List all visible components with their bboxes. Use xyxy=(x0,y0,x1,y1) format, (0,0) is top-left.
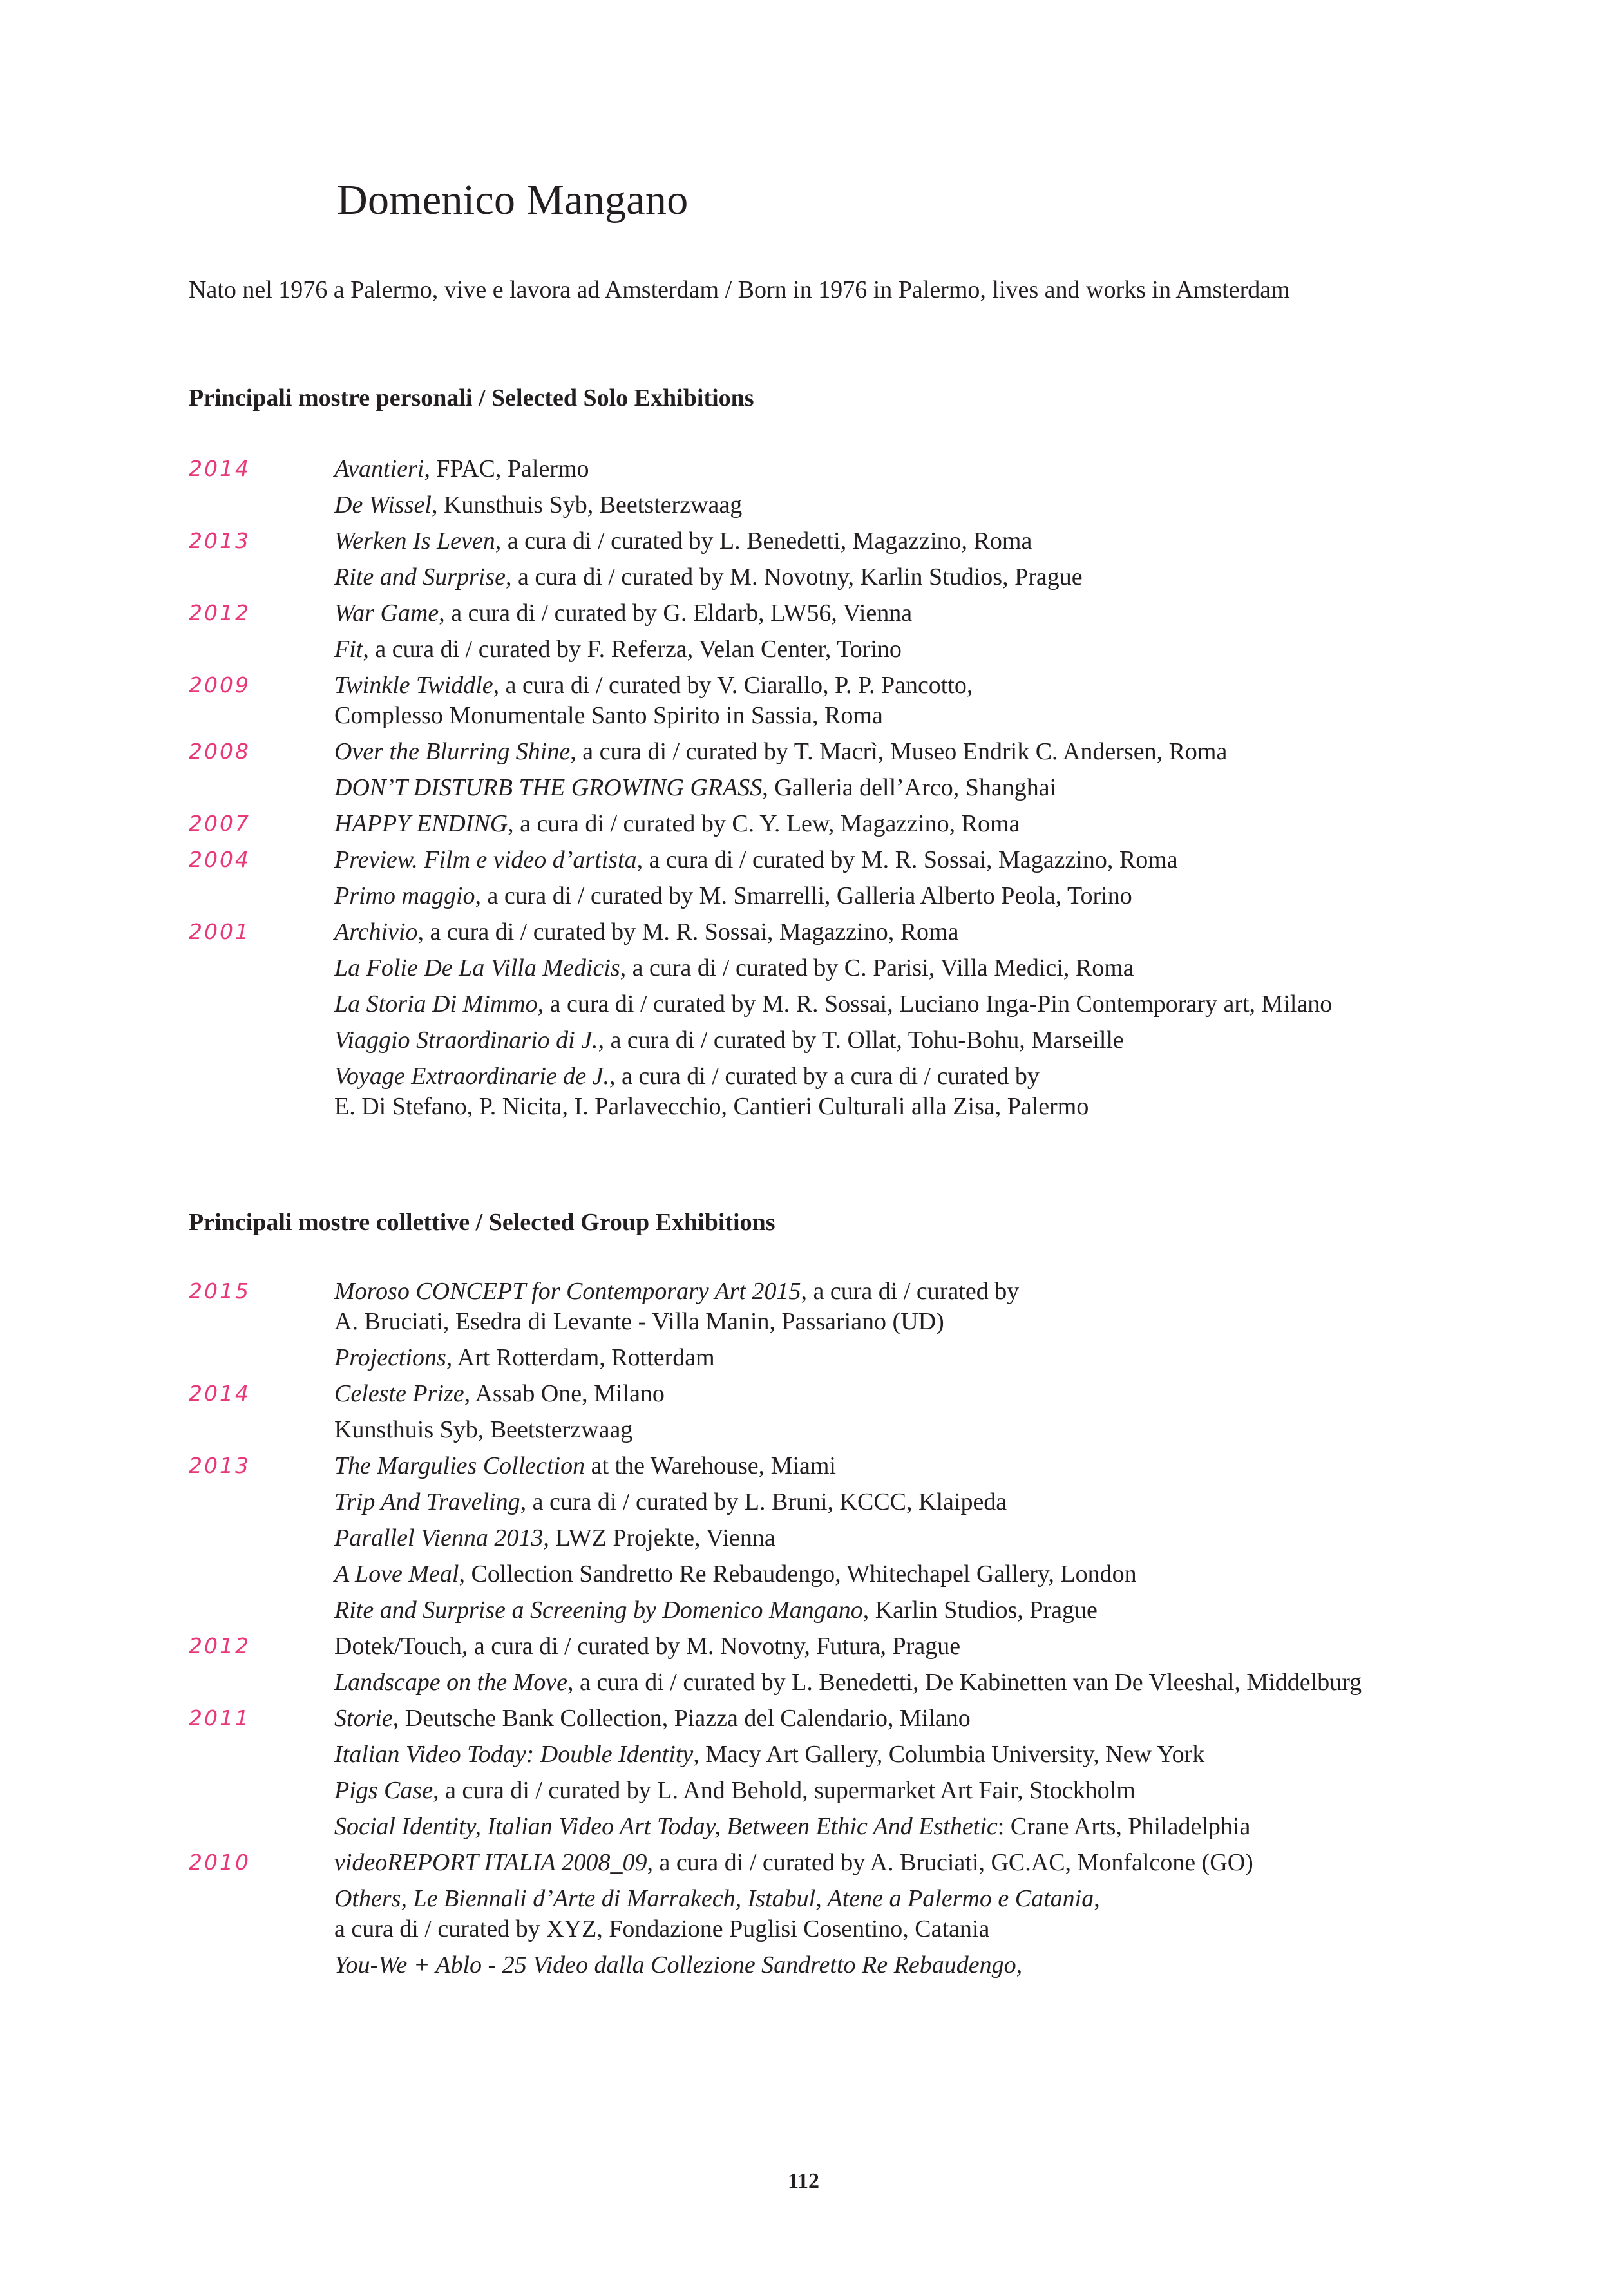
exhibition-details: , xyxy=(1016,1951,1023,1978)
exhibition-title: Voyage Extraordinarie de J. xyxy=(334,1063,610,1090)
exhibition-entry xyxy=(189,986,1477,1022)
exhibition-title: De Wissel xyxy=(334,491,432,518)
exhibition-details: : Crane Arts, Philadelphia xyxy=(997,1813,1251,1840)
exhibition-details: , LWZ Projekte, Vienna xyxy=(543,1524,775,1551)
exhibition-title: Primo maggio xyxy=(334,882,475,909)
exhibition-details: Dotek/Touch, a cura di / curated by M. Novotny, Futura, Prague xyxy=(334,1633,961,1660)
exhibition-entry xyxy=(189,559,1477,595)
exhibition-title: Avantieri xyxy=(334,455,424,482)
exhibition-entry xyxy=(189,770,1477,806)
exhibition-details: , a cura di / curated by A. Bruciati, GC.AC, Monfalcone (GO) xyxy=(647,1849,1253,1876)
exhibition-details: , Collection Sandretto Re Rebaudengo, Whitechapel Gallery, London xyxy=(459,1561,1137,1588)
entry-year: 2015 xyxy=(189,1278,251,1304)
entry-year: 2004 xyxy=(189,847,251,872)
entry-year: 2012 xyxy=(189,600,251,625)
exhibition-details: , a cura di / curated by T. Ollat, Tohu-Bohu, Marseille xyxy=(598,1027,1124,1054)
exhibition-entry xyxy=(189,878,1477,914)
exhibition-entry xyxy=(189,914,1477,950)
exhibition-details: , a cura di / curated by L. Benedetti, De Kabinetten van De Vleeshal, Middelburg xyxy=(567,1669,1362,1696)
exhibition-title: Over the Blurring Shine xyxy=(334,738,571,765)
entry-year: 2014 xyxy=(189,1381,251,1406)
exhibition-details: , Macy Art Gallery, Columbia University, New York xyxy=(693,1741,1205,1768)
exhibition-title: La Folie De La Villa Medicis xyxy=(334,954,620,982)
entry-year: 2011 xyxy=(189,1705,251,1731)
exhibition-title: Werken Is Leven xyxy=(334,527,495,555)
exhibition-details: , Art Rotterdam, Rotterdam xyxy=(446,1344,715,1371)
exhibition-title: Projections xyxy=(334,1344,446,1371)
entry-year: 2012 xyxy=(189,1633,251,1658)
exhibition-title: Viaggio Straordinario di J. xyxy=(334,1027,598,1054)
exhibition-entry xyxy=(189,950,1477,986)
exhibition-title: DON’T DISTURB THE GROWING GRASS xyxy=(334,774,763,801)
exhibition-details: , a cura di / curated by a cura di / curated by xyxy=(609,1063,1040,1090)
exhibition-entry xyxy=(189,1772,1477,1808)
exhibition-title: Moroso CONCEPT for Contemporary Art 2015 xyxy=(334,1278,801,1305)
exhibition-details-continued: a cura di / curated by XYZ, Fondazione Puglisi Cosentino, Catania xyxy=(334,1915,990,1942)
entry-year: 2007 xyxy=(189,811,251,836)
exhibition-details-continued: Complesso Monumentale Santo Spirito in Sassia, Roma xyxy=(334,702,883,729)
exhibition-entry xyxy=(189,1340,1477,1376)
solo-exhibitions-heading: Principali mostre personali / Selected Solo Exhibitions xyxy=(189,384,754,412)
exhibition-title: Twinkle Twiddle xyxy=(334,672,493,699)
exhibition-entry xyxy=(189,1664,1477,1700)
exhibition-details: , a cura di / curated by L. Benedetti, Magazzino, Roma xyxy=(495,527,1032,555)
exhibition-title: You-We + Ablo - 25 Video dalla Collezione Sandretto Re Rebaudengo xyxy=(334,1951,1016,1978)
exhibition-details: , a cura di / curated by M. Smarrelli, Galleria Alberto Peola, Torino xyxy=(475,882,1132,909)
entry-year: 2009 xyxy=(189,672,251,697)
exhibition-details: , a cura di / curated by M. R. Sossai, Luciano Inga-Pin Contemporary art, Milano xyxy=(537,991,1333,1018)
exhibition-title: Landscape on the Move xyxy=(334,1669,567,1696)
exhibition-details: , a cura di / curated by C. Y. Lew, Magazzino, Roma xyxy=(508,810,1020,837)
artist-name: Domenico Mangano xyxy=(337,176,689,223)
entry-year: 2001 xyxy=(189,919,251,944)
exhibition-entry xyxy=(189,667,1477,731)
exhibition-entry xyxy=(189,1592,1477,1628)
exhibition-details-continued: A. Bruciati, Esedra di Levante - Villa Manin, Passariano (UD) xyxy=(334,1308,944,1335)
entry-year: 2010 xyxy=(189,1850,251,1875)
exhibition-title: Italian Video Today: Double Identity xyxy=(334,1741,694,1768)
exhibition-details: , a cura di / curated by L. Bruni, KCCC, Klaipeda xyxy=(520,1488,1007,1515)
exhibition-entry xyxy=(189,1808,1477,1845)
exhibition-entry xyxy=(189,451,1477,487)
exhibition-details: , a cura di / curated by G. Eldarb, LW56, Vienna xyxy=(439,600,913,627)
exhibition-details: , a cura di / curated by C. Parisi, Villa Medici, Roma xyxy=(620,954,1134,982)
exhibition-title: Social Identity, Italian Video Art Today, Between Ethic And Esthetic xyxy=(334,1813,998,1840)
page-number: 112 xyxy=(787,2169,820,2193)
entry-year: 2014 xyxy=(189,456,251,481)
exhibition-entry xyxy=(189,1556,1477,1592)
exhibition-details: , a cura di / curated by V. Ciarallo, P. P. Pancotto, xyxy=(493,672,973,699)
entry-year: 2013 xyxy=(189,1453,251,1478)
exhibition-title: Preview. Film e video d’artista xyxy=(334,846,637,873)
exhibition-details: , a cura di / curated by M. R. Sossai, Magazzino, Roma xyxy=(417,918,959,945)
exhibition-entry xyxy=(189,1628,1477,1664)
exhibition-title: Storie xyxy=(334,1705,393,1732)
exhibition-entry xyxy=(189,1700,1477,1736)
exhibition-title: A Love Meal xyxy=(334,1561,459,1588)
exhibition-title: Archivio xyxy=(334,918,418,945)
exhibition-details: , Karlin Studios, Prague xyxy=(862,1597,1098,1624)
exhibition-details: , FPAC, Palermo xyxy=(424,455,589,482)
exhibition-details: , a cura di / curated by xyxy=(801,1278,1020,1305)
exhibition-title: videoREPORT ITALIA 2008_09 xyxy=(334,1849,647,1876)
group-exhibitions-list xyxy=(189,1273,1477,1983)
exhibition-details: , xyxy=(1094,1885,1100,1912)
artist-bio: Nato nel 1976 a Palermo, vive e lavora ad Amsterdam / Born in 1976 in Palermo, lives and works in Amsterdam xyxy=(189,276,1290,303)
exhibition-details: , Galleria dell’Arco, Shanghai xyxy=(762,774,1057,801)
entry-year: 2013 xyxy=(189,528,251,553)
exhibition-details: , a cura di / curated by M. R. Sossai, Magazzino, Roma xyxy=(636,846,1178,873)
exhibition-title: Fit xyxy=(334,636,363,663)
exhibition-entry xyxy=(189,631,1477,667)
exhibition-title: War Game xyxy=(334,600,439,627)
exhibition-details: , a cura di / curated by L. And Behold, supermarket Art Fair, Stockholm xyxy=(433,1777,1136,1804)
exhibition-title: Celeste Prize xyxy=(334,1380,464,1407)
exhibition-entry xyxy=(189,1273,1477,1337)
exhibition-entry xyxy=(189,1881,1477,1944)
exhibition-entry xyxy=(189,1520,1477,1556)
exhibition-title: Pigs Case xyxy=(334,1777,433,1804)
exhibition-entry xyxy=(189,1845,1477,1881)
exhibition-entry xyxy=(189,1448,1477,1484)
exhibition-entry xyxy=(189,1736,1477,1772)
exhibition-title: Parallel Vienna 2013 xyxy=(334,1524,544,1551)
exhibition-entry xyxy=(189,1058,1477,1122)
exhibition-entry xyxy=(189,1376,1477,1412)
exhibition-details-continued: E. Di Stefano, P. Nicita, I. Parlavecchio, Cantieri Culturali alla Zisa, Palermo xyxy=(334,1093,1089,1120)
exhibition-entry xyxy=(189,734,1477,770)
exhibition-title: HAPPY ENDING xyxy=(334,810,508,837)
group-exhibitions-heading: Principali mostre collettive / Selected Group Exhibitions xyxy=(189,1209,775,1236)
exhibition-details: , a cura di / curated by M. Novotny, Karlin Studios, Prague xyxy=(505,564,1083,591)
exhibition-entry xyxy=(189,806,1477,842)
exhibition-details: , Kunsthuis Syb, Beetsterzwaag xyxy=(431,491,743,518)
exhibition-details: at the Warehouse, Miami xyxy=(585,1452,836,1479)
exhibition-details: , a cura di / curated by T. Macrì, Museo Endrik C. Andersen, Roma xyxy=(570,738,1228,765)
exhibition-details: Kunsthuis Syb, Beetsterzwaag xyxy=(334,1416,633,1443)
exhibition-entry xyxy=(189,1947,1477,1983)
exhibition-details: , a cura di / curated by F. Referza, Velan Center, Torino xyxy=(363,636,902,663)
entry-year: 2008 xyxy=(189,739,251,764)
exhibition-entry xyxy=(189,1484,1477,1520)
exhibition-details: , Deutsche Bank Collection, Piazza del Calendario, Milano xyxy=(392,1705,971,1732)
exhibition-entry xyxy=(189,842,1477,878)
exhibition-entry xyxy=(189,595,1477,631)
exhibition-title: Rite and Surprise xyxy=(334,564,506,591)
exhibition-entry xyxy=(189,487,1477,523)
exhibition-details: , Assab One, Milano xyxy=(464,1380,665,1407)
exhibition-entry xyxy=(189,523,1477,559)
exhibition-title: Others, Le Biennali d’Arte di Marrakech, Istabul, Atene a Palermo e Catania xyxy=(334,1885,1094,1912)
exhibition-title: Trip And Traveling xyxy=(334,1488,520,1515)
solo-exhibitions-list xyxy=(189,451,1477,1124)
exhibition-title: La Storia Di Mimmo xyxy=(334,991,538,1018)
exhibition-entry xyxy=(189,1022,1477,1058)
exhibition-entry xyxy=(189,1412,1477,1448)
exhibition-title: Rite and Surprise a Screening by Domenico Mangano xyxy=(334,1597,863,1624)
exhibition-title: The Margulies Collection xyxy=(334,1452,585,1479)
